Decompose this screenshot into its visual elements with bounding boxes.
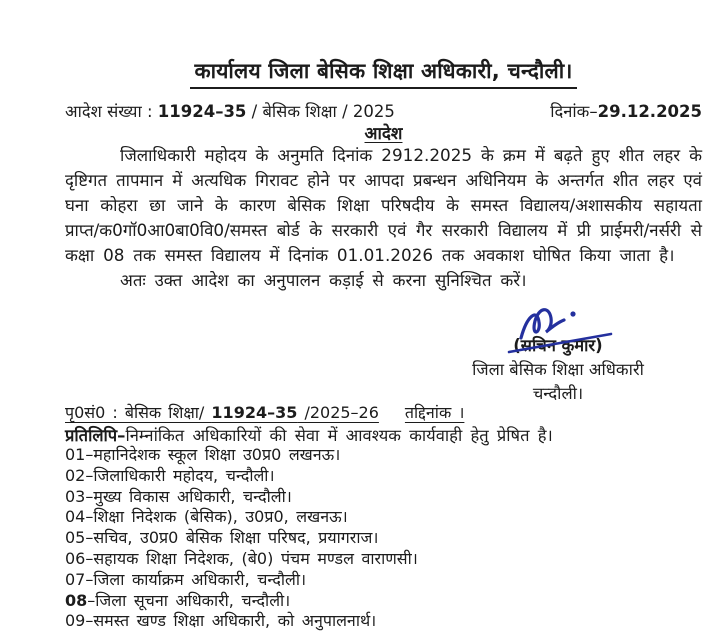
signatory-name: (सचिन कुमार) — [513, 336, 603, 355]
list-item — [65, 466, 702, 487]
copy-line-text: निम्नांकित अधिकारियों की सेवा में आवश्यक कार्यवाही हेतु प्रेषित है। — [125, 426, 553, 445]
order-heading: आदेश — [364, 124, 403, 144]
signatory-place: चन्दौली। — [532, 384, 584, 403]
list-item — [65, 507, 702, 528]
list-item — [65, 528, 702, 549]
item-text: –जिला सूचना अधिकारी, चन्दौली। — [87, 590, 291, 610]
item-text: –सचिव, उ0प्र0 बेसिक शिक्षा परिषद, प्रयागराज। — [85, 528, 379, 548]
item-text: –जिला कार्याक्रम अधिकारी, चन्दौली। — [85, 569, 307, 589]
list-item — [65, 487, 702, 508]
order-body — [65, 143, 702, 293]
recipient-list — [65, 445, 702, 632]
item-text: –शिक्षा निदेशक (बेसिक), उ0प्र0, लखनऊ। — [85, 507, 348, 527]
item-number: 05 — [65, 528, 86, 548]
order-number-suffix: / बेसिक शिक्षा / 2025 — [246, 102, 395, 121]
list-item — [65, 591, 702, 612]
order-heading-wrap — [65, 121, 702, 144]
copy-line-label: प्रतिलिपि– — [65, 426, 126, 445]
item-text: –सहायक शिक्षा निदेशक, (बे0) पंचम मण्डल वाराणसी। — [85, 548, 418, 568]
item-text: –जिलाधिकारी महोदय, चन्दौली। — [85, 465, 275, 485]
item-text: –मुख्य विकास अधिकारी, चन्दौली। — [85, 486, 292, 506]
order-main-paragraph: जिलाधिकारी महोदय के अनुमति दिनांक 2912.2025 के क्रम में बढ़ते हुए शीत लहर के दृष्टिगत तापमान में अत्यधिक गिरावट होने पर आपदा प्रबन्धन अधिनियम के अन्तर्गत शीत लहर एवं घना कोहरा छा जाने के कारण बेसिक शिक्षा परिषदीय के समस्त विद्यालय/अशासकीय सहायता प्राप्त/क0गॉ0आ0बा0वि0/समस्त बोर्ड के सरकारी एवं गैर सरकारी विद्यालय में प्री प्राईमरी/नर्सरी से कक्षा 08 तक समस्त विद्यालय में दिनांक 01.01.2026 तक अवकाश घोषित किया जाता है। — [65, 145, 702, 265]
list-item — [65, 445, 702, 466]
order-number-group — [65, 99, 395, 122]
header — [65, 57, 702, 89]
endorsement-middle: /2025–26 — [297, 403, 379, 422]
item-text: –समस्त खण्ड शिक्षा अधिकारी, को अनुपालनार्थ। — [85, 611, 377, 631]
signature-block — [437, 334, 679, 406]
item-text: –महानिदेशक स्कूल शिक्षा उ0प्र0 लखनऊ। — [85, 445, 341, 464]
endorsement-line — [65, 401, 464, 423]
item-number: 02 — [65, 465, 86, 485]
list-item — [65, 570, 702, 591]
signatory-designation: जिला बेसिक शिक्षा अधिकारी — [472, 360, 644, 379]
order-meta-line — [65, 99, 702, 122]
list-item — [65, 549, 702, 570]
order-date-value: 29.12.2025 — [597, 102, 702, 121]
item-number: 04 — [65, 507, 86, 527]
order-number-value: 11924–35 — [157, 102, 247, 121]
item-number: 09 — [65, 611, 86, 631]
item-number: 01 — [65, 445, 86, 464]
item-number: 06 — [65, 548, 86, 568]
order-number-label: आदेश संख्या : — [65, 102, 158, 121]
copy-line — [65, 423, 702, 446]
order-date-label: दिनांक– — [550, 102, 598, 121]
endorsement-prefix: पृ0सं0 : बेसिक शिक्षा/ — [65, 403, 212, 422]
endorsement-number: 11924–35 — [211, 403, 298, 422]
item-number: 07 — [65, 569, 86, 589]
page-title: कार्यालय जिला बेसिक शिक्षा अधिकारी, चन्दौली। — [190, 57, 576, 89]
order-date-group — [550, 99, 702, 122]
item-number: 03 — [65, 486, 86, 506]
list-item — [65, 611, 702, 632]
compliance-line: अतः उक्त आदेश का अनुपालन कड़ाई से करना सुनिश्चित करें। — [120, 270, 527, 290]
endorsement-suffix: तद्दिनांक । — [404, 403, 465, 422]
item-number: 08 — [65, 590, 88, 610]
